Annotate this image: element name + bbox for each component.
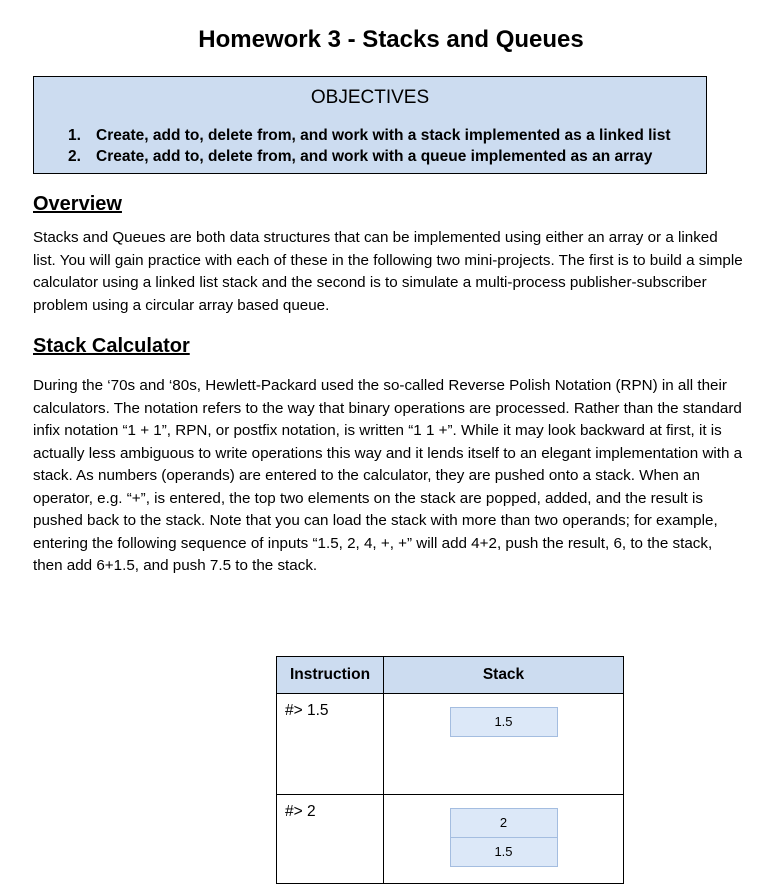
objective-item — [68, 146, 671, 167]
stack-header: Stack — [384, 657, 624, 694]
instruction-cell: #> 2 — [277, 795, 384, 884]
stack-element: 1.5 — [450, 837, 558, 867]
stack-calculator-heading: Stack Calculator — [33, 335, 190, 357]
instruction-header: Instruction — [277, 657, 384, 694]
stack-cell — [384, 694, 624, 795]
stack-cell — [384, 795, 624, 884]
objectives-list — [68, 125, 671, 167]
table-row — [277, 694, 624, 795]
stack-visual — [450, 707, 558, 737]
objectives-heading: OBJECTIVES — [310, 87, 430, 108]
overview-paragraph: Stacks and Queues are both data structures that can be implemented using either an array or a linked list. You will gain practice with each of these in the following two mini-projects. The first is to build a simple calculator using a linked list stack and the second is to simulate a multi-process publisher-subscriber problem using a circular array based queue. — [33, 229, 743, 314]
objective-text: Create, add to, delete from, and work with a queue implemented as an array — [96, 148, 653, 165]
page-title: Homework 3 - Stacks and Queues — [198, 26, 584, 53]
objective-item — [68, 125, 671, 146]
stack-example-table — [276, 656, 624, 884]
stack-calculator-paragraph: During the ‘70s and ‘80s, Hewlett-Packard used the so-called Reverse Polish Notation (RPN) in all their calculators. The notation refers to the way that binary operations are processed. Rather than the standard infix notation “1 + 1”, RPN, or postfix notation, is written “1 1 +”. While it may look backward at first, it is actually less ambiguous to write operations this way and it lends itself to an elegant implementation with a stack. As numbers (operands) are entered to the calculator, they are pushed onto a stack. When an operator, e.g. “+”, is entered, the top two elements on the stack are popped, added, and the result is pushed back to the stack. Note that you can load the stack with more than two operands; for example, entering the following sequence of inputs “1.5, 2, 4, +, +” will add 4+2, push the result, 6, to the stack, then add 6+1.5, and push 7.5 to the stack. — [33, 377, 743, 574]
instruction-cell: #> 1.5 — [277, 694, 384, 795]
stack-visual — [450, 808, 558, 867]
objective-text: Create, add to, delete from, and work with a stack implemented as a linked list — [96, 127, 671, 144]
objective-number: 2. — [68, 148, 81, 165]
stack-element: 2 — [450, 808, 558, 838]
objective-number: 1. — [68, 127, 81, 144]
table-row — [277, 795, 624, 884]
table-header-row — [277, 657, 624, 694]
objectives-box — [33, 76, 707, 174]
overview-heading: Overview — [33, 193, 122, 215]
stack-element: 1.5 — [450, 707, 558, 737]
